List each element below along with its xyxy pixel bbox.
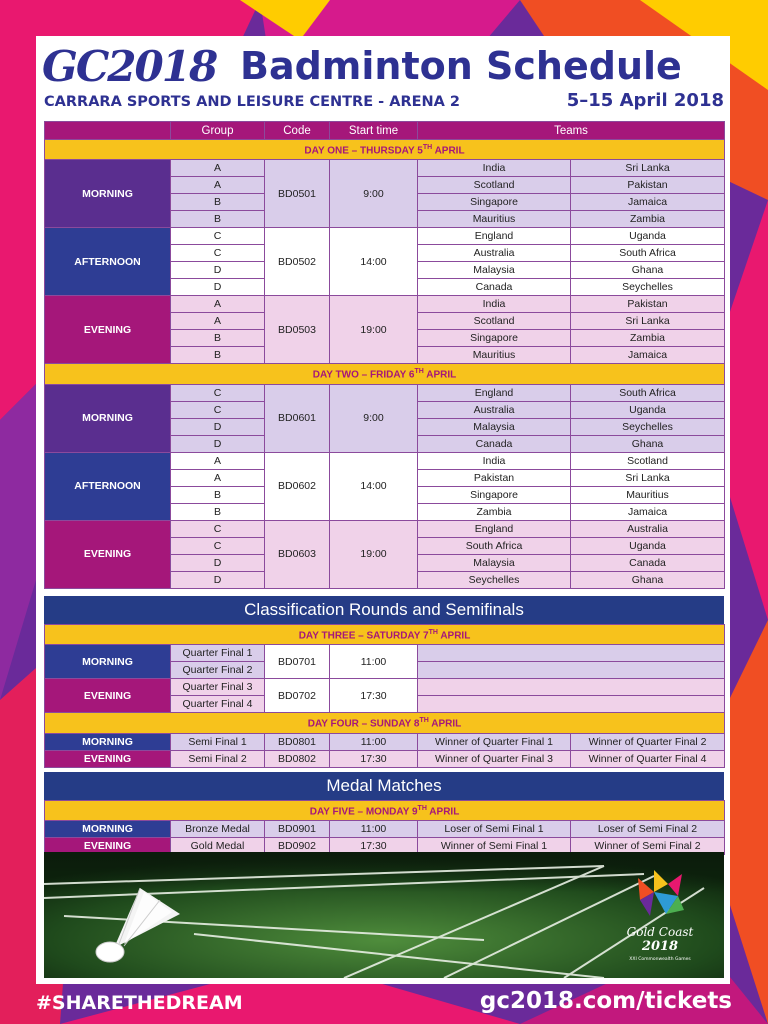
table-row bbox=[45, 733, 725, 750]
table-row bbox=[45, 384, 725, 401]
team-cell: Singapore bbox=[418, 330, 571, 347]
group-cell: D bbox=[171, 418, 265, 435]
team-cell: South Africa bbox=[418, 537, 571, 554]
team-cell: India bbox=[418, 452, 571, 469]
team-cell: Zambia bbox=[571, 211, 725, 228]
code-cell: BD0602 bbox=[265, 452, 330, 520]
team-cell: Seychelles bbox=[571, 418, 725, 435]
team-cell: Uganda bbox=[571, 537, 725, 554]
team-cell: India bbox=[418, 160, 571, 177]
team-cell: Singapore bbox=[418, 486, 571, 503]
session-label: MORNING bbox=[45, 384, 171, 452]
day-five-label: DAY FIVE – MONDAY 9TH APRIL bbox=[45, 801, 725, 821]
group-cell: C bbox=[171, 384, 265, 401]
team-cell: India bbox=[418, 296, 571, 313]
session-label: AFTERNOON bbox=[45, 452, 171, 520]
day-five-row bbox=[45, 801, 725, 821]
day-three-row bbox=[45, 625, 725, 645]
team-cell: Scotland bbox=[418, 313, 571, 330]
header-cell-group: Group bbox=[171, 122, 265, 140]
table-row bbox=[45, 679, 725, 696]
team-cell: Uganda bbox=[571, 401, 725, 418]
time-cell: 11:00 bbox=[330, 821, 418, 838]
team-cell: England bbox=[418, 520, 571, 537]
team-cell: Winner of Quarter Final 4 bbox=[571, 750, 725, 767]
team-cell: South Africa bbox=[571, 384, 725, 401]
group-cell: C bbox=[171, 537, 265, 554]
code-cell: BD0603 bbox=[265, 520, 330, 588]
code-cell: BD0601 bbox=[265, 384, 330, 452]
round-cell: Quarter Final 2 bbox=[171, 662, 265, 679]
team-cell: Winner of Quarter Final 1 bbox=[418, 733, 571, 750]
group-cell: D bbox=[171, 571, 265, 588]
team-cell: Ghana bbox=[571, 571, 725, 588]
header-cell-blank bbox=[45, 122, 171, 140]
code-cell: BD0901 bbox=[265, 821, 330, 838]
team-cell: Mauritius bbox=[418, 211, 571, 228]
classification-table bbox=[44, 624, 725, 768]
table-row bbox=[45, 520, 725, 537]
page-title: Badminton Schedule bbox=[240, 44, 682, 88]
team-cell: Australia bbox=[418, 245, 571, 262]
team-cell: Mauritius bbox=[418, 347, 571, 364]
day-four-row bbox=[45, 713, 725, 733]
header-cell-code: Code bbox=[265, 122, 330, 140]
round-cell: Bronze Medal bbox=[171, 821, 265, 838]
group-cell: A bbox=[171, 469, 265, 486]
team-cell: Sri Lanka bbox=[571, 160, 725, 177]
time-cell: 14:00 bbox=[330, 452, 418, 520]
group-cell: A bbox=[171, 313, 265, 330]
round-cell: Quarter Final 1 bbox=[171, 645, 265, 662]
time-cell: 19:00 bbox=[330, 520, 418, 588]
medal-table bbox=[44, 800, 725, 855]
svg-text:Gold Coast: Gold Coast bbox=[626, 925, 694, 939]
group-cell: C bbox=[171, 520, 265, 537]
classification-title: Classification Rounds and Semifinals bbox=[244, 600, 524, 619]
time-cell: 14:00 bbox=[330, 228, 418, 296]
group-cell: B bbox=[171, 194, 265, 211]
table-row bbox=[45, 296, 725, 313]
group-cell: B bbox=[171, 330, 265, 347]
team-cell: Australia bbox=[418, 401, 571, 418]
group-cell: A bbox=[171, 160, 265, 177]
code-cell: BD0801 bbox=[265, 733, 330, 750]
group-cell: B bbox=[171, 486, 265, 503]
team-cell: Seychelles bbox=[571, 279, 725, 296]
day-four-label: DAY FOUR – SUNDAY 8TH APRIL bbox=[45, 713, 725, 733]
team-cell: England bbox=[418, 384, 571, 401]
team-cell: Seychelles bbox=[418, 571, 571, 588]
teams-cell bbox=[418, 645, 725, 662]
team-cell: Malaysia bbox=[418, 262, 571, 279]
day-two-row bbox=[45, 364, 725, 384]
time-cell: 19:00 bbox=[330, 296, 418, 364]
session-label: MORNING bbox=[45, 160, 171, 228]
time-cell: 9:00 bbox=[330, 160, 418, 228]
code-cell: BD0902 bbox=[265, 838, 330, 855]
group-cell: C bbox=[171, 245, 265, 262]
team-cell: Winner of Quarter Final 2 bbox=[571, 733, 725, 750]
table-row bbox=[45, 750, 725, 767]
team-cell: Loser of Semi Final 2 bbox=[571, 821, 725, 838]
classification-title-bar bbox=[44, 596, 724, 624]
time-cell: 17:30 bbox=[330, 838, 418, 855]
session-label: EVENING bbox=[45, 838, 171, 855]
session-label: EVENING bbox=[45, 750, 171, 767]
team-cell: Jamaica bbox=[571, 347, 725, 364]
badminton-court-image bbox=[44, 852, 724, 978]
team-cell: Malaysia bbox=[418, 554, 571, 571]
teams-cell bbox=[418, 696, 725, 713]
group-cell: D bbox=[171, 279, 265, 296]
venue-name: CARRARA SPORTS AND LEISURE CENTRE - ARENA 2 bbox=[44, 94, 461, 110]
team-cell: Pakistan bbox=[571, 177, 725, 194]
session-label: AFTERNOON bbox=[45, 228, 171, 296]
group-cell: B bbox=[171, 503, 265, 520]
group-cell: D bbox=[171, 554, 265, 571]
group-cell: B bbox=[171, 347, 265, 364]
table-row bbox=[45, 160, 725, 177]
session-label: EVENING bbox=[45, 296, 171, 364]
team-cell: Canada bbox=[418, 435, 571, 452]
group-stage-table bbox=[44, 121, 725, 589]
svg-text:2018: 2018 bbox=[641, 939, 679, 954]
code-cell: BD0503 bbox=[265, 296, 330, 364]
team-cell: Ghana bbox=[571, 435, 725, 452]
team-cell: Canada bbox=[418, 279, 571, 296]
round-cell: Semi Final 2 bbox=[171, 750, 265, 767]
team-cell: Loser of Semi Final 1 bbox=[418, 821, 571, 838]
code-cell: BD0501 bbox=[265, 160, 330, 228]
code-cell: BD0502 bbox=[265, 228, 330, 296]
team-cell: Pakistan bbox=[418, 469, 571, 486]
time-cell: 11:00 bbox=[330, 645, 418, 679]
group-cell: D bbox=[171, 435, 265, 452]
round-cell: Semi Final 1 bbox=[171, 733, 265, 750]
team-cell: Jamaica bbox=[571, 503, 725, 520]
team-cell: Jamaica bbox=[571, 194, 725, 211]
event-dates: 5–15 April 2018 bbox=[566, 90, 724, 111]
day-two-label: DAY TWO – FRIDAY 6TH APRIL bbox=[45, 364, 725, 384]
team-cell: Canada bbox=[571, 554, 725, 571]
time-cell: 17:30 bbox=[330, 750, 418, 767]
team-cell: Sri Lanka bbox=[571, 313, 725, 330]
session-label: EVENING bbox=[45, 679, 171, 713]
team-cell: Sri Lanka bbox=[571, 469, 725, 486]
code-cell: BD0802 bbox=[265, 750, 330, 767]
team-cell: Uganda bbox=[571, 228, 725, 245]
team-cell: Scotland bbox=[418, 177, 571, 194]
session-label: MORNING bbox=[45, 733, 171, 750]
team-cell: Winner of Semi Final 1 bbox=[418, 838, 571, 855]
header-cell-start: Start time bbox=[330, 122, 418, 140]
gc2018-logo-text: GC2018 bbox=[42, 42, 217, 91]
teams-cell bbox=[418, 679, 725, 696]
time-cell: 9:00 bbox=[330, 384, 418, 452]
medal-title-bar bbox=[44, 772, 724, 800]
team-cell: Mauritius bbox=[571, 486, 725, 503]
round-cell: Gold Medal bbox=[171, 838, 265, 855]
team-cell: England bbox=[418, 228, 571, 245]
day-one-row bbox=[45, 140, 725, 160]
table-row bbox=[45, 821, 725, 838]
hashtag-text: #SHARETHEDREAM bbox=[36, 992, 243, 1014]
team-cell: Zambia bbox=[571, 330, 725, 347]
medal-title: Medal Matches bbox=[326, 776, 442, 795]
table-row bbox=[45, 645, 725, 662]
team-cell: South Africa bbox=[571, 245, 725, 262]
team-cell: Scotland bbox=[571, 452, 725, 469]
group-stage-body bbox=[45, 140, 725, 589]
header-cell-teams: Teams bbox=[418, 122, 725, 140]
group-cell: A bbox=[171, 296, 265, 313]
team-cell: Australia bbox=[571, 520, 725, 537]
team-cell: Malaysia bbox=[418, 418, 571, 435]
tickets-link[interactable]: gc2018.com/tickets bbox=[479, 988, 732, 1014]
code-cell: BD0701 bbox=[265, 645, 330, 679]
svg-text:XXI Commonwealth Games: XXI Commonwealth Games bbox=[629, 957, 691, 962]
table-row bbox=[45, 228, 725, 245]
group-cell: A bbox=[171, 177, 265, 194]
team-cell: Ghana bbox=[571, 262, 725, 279]
team-cell: Zambia bbox=[418, 503, 571, 520]
team-cell: Winner of Quarter Final 3 bbox=[418, 750, 571, 767]
code-cell: BD0702 bbox=[265, 679, 330, 713]
session-label: EVENING bbox=[45, 520, 171, 588]
group-cell: A bbox=[171, 452, 265, 469]
day-one-label: DAY ONE – THURSDAY 5TH APRIL bbox=[45, 140, 725, 160]
group-cell: C bbox=[171, 228, 265, 245]
team-cell: Singapore bbox=[418, 194, 571, 211]
time-cell: 11:00 bbox=[330, 733, 418, 750]
round-cell: Quarter Final 4 bbox=[171, 696, 265, 713]
page-header bbox=[42, 38, 726, 90]
team-cell: Pakistan bbox=[571, 296, 725, 313]
round-cell: Quarter Final 3 bbox=[171, 679, 265, 696]
group-cell: D bbox=[171, 262, 265, 279]
group-cell: B bbox=[171, 211, 265, 228]
team-cell: Winner of Semi Final 2 bbox=[571, 838, 725, 855]
table-row bbox=[45, 452, 725, 469]
group-cell: C bbox=[171, 401, 265, 418]
time-cell: 17:30 bbox=[330, 679, 418, 713]
table-header-row bbox=[45, 122, 725, 140]
teams-cell bbox=[418, 662, 725, 679]
session-label: MORNING bbox=[45, 645, 171, 679]
session-label: MORNING bbox=[45, 821, 171, 838]
day-three-label: DAY THREE – SATURDAY 7TH APRIL bbox=[45, 625, 725, 645]
